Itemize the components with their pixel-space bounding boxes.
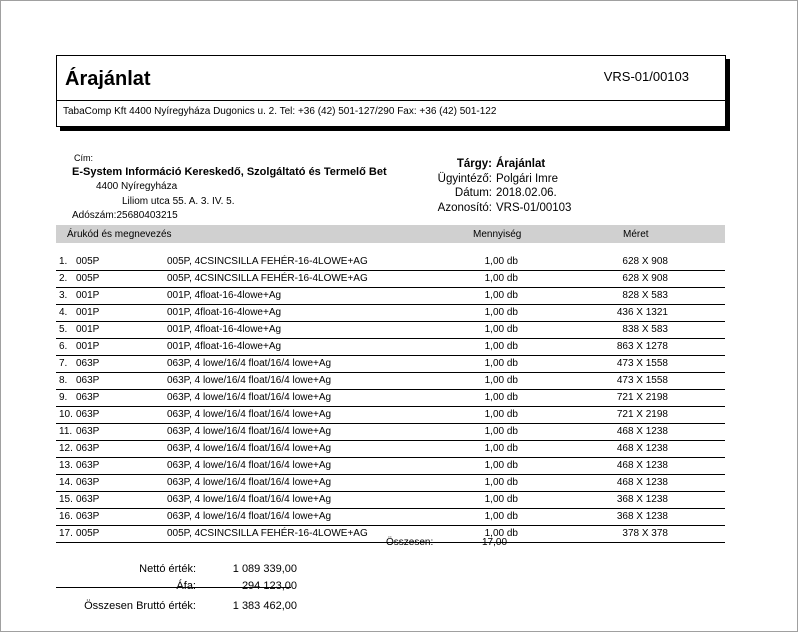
row-index: 2. bbox=[59, 273, 68, 284]
meta-row bbox=[410, 202, 670, 217]
header-item: Árukód és megnevezés bbox=[67, 229, 172, 240]
size: 628 X 908 bbox=[622, 256, 668, 267]
product-name: 001P, 4float-16-4lowe+Ag bbox=[167, 307, 282, 318]
address-label: Cím: bbox=[74, 153, 93, 163]
table-row bbox=[56, 390, 725, 407]
document-meta bbox=[410, 158, 670, 216]
size: 838 X 583 bbox=[622, 324, 668, 335]
size: 368 X 1238 bbox=[616, 511, 668, 522]
quantity: 1,00 db bbox=[484, 426, 518, 437]
quantity: 1,00 db bbox=[484, 460, 518, 471]
meta-label: Ügyintéző: bbox=[437, 172, 492, 185]
document-number: VRS-01/00103 bbox=[603, 69, 689, 84]
table-row bbox=[56, 271, 725, 288]
table-row bbox=[56, 288, 725, 305]
totals-divider bbox=[56, 587, 291, 588]
meta-value: VRS-01/00103 bbox=[496, 201, 572, 214]
table-row bbox=[56, 441, 725, 458]
table-row bbox=[56, 305, 725, 322]
size: 721 X 2198 bbox=[616, 409, 668, 420]
table-header bbox=[56, 225, 725, 243]
row-index: 9. bbox=[59, 392, 68, 403]
size: 368 X 1238 bbox=[616, 494, 668, 505]
product-code: 063P bbox=[76, 477, 100, 488]
product-code: 063P bbox=[76, 409, 100, 420]
table-row bbox=[56, 492, 725, 509]
title-divider bbox=[57, 100, 725, 101]
row-index: 5. bbox=[59, 324, 68, 335]
meta-row bbox=[410, 187, 670, 202]
quantity: 1,00 db bbox=[484, 290, 518, 301]
meta-row bbox=[410, 173, 670, 188]
product-code: 063P bbox=[76, 375, 100, 386]
quantity: 1,00 db bbox=[484, 256, 518, 267]
product-code: 001P bbox=[76, 324, 100, 335]
product-name: 063P, 4 lowe/16/4 float/16/4 lowe+Ag bbox=[167, 392, 332, 403]
table-row bbox=[56, 254, 725, 271]
product-name: 001P, 4float-16-4lowe+Ag bbox=[167, 341, 282, 352]
document-title: Árajánlat bbox=[65, 68, 151, 90]
gross-label: Összesen Bruttó érték: bbox=[84, 600, 196, 612]
product-name: 063P, 4 lowe/16/4 float/16/4 lowe+Ag bbox=[167, 358, 332, 369]
tax-number bbox=[72, 210, 178, 221]
size: 721 X 2198 bbox=[616, 392, 668, 403]
product-name: 063P, 4 lowe/16/4 float/16/4 lowe+Ag bbox=[167, 477, 332, 488]
row-index: 4. bbox=[59, 307, 68, 318]
product-name: 063P, 4 lowe/16/4 float/16/4 lowe+Ag bbox=[167, 443, 332, 454]
product-code: 063P bbox=[76, 392, 100, 403]
product-code: 005P bbox=[76, 256, 100, 267]
size: 468 X 1238 bbox=[616, 443, 668, 454]
net-label: Nettó érték: bbox=[139, 563, 196, 575]
row-index: 11. bbox=[59, 426, 73, 437]
table-row bbox=[56, 475, 725, 492]
customer-street: Liliom utca 55. A. 3. IV. 5. bbox=[122, 196, 235, 207]
customer-city: 4400 Nyíregyháza bbox=[96, 181, 178, 192]
product-name: 063P, 4 lowe/16/4 float/16/4 lowe+Ag bbox=[167, 409, 332, 420]
net-value: 1 089 339,00 bbox=[232, 563, 297, 575]
product-code: 063P bbox=[76, 426, 100, 437]
row-index: 7. bbox=[59, 358, 68, 369]
customer-name: E-System Információ Kereskedő, Szolgáltató és Termelő Bet bbox=[72, 166, 387, 178]
product-code: 063P bbox=[76, 511, 100, 522]
row-index: 8. bbox=[59, 375, 68, 386]
table-row bbox=[56, 509, 725, 526]
quantity: 1,00 db bbox=[484, 511, 518, 522]
meta-value: 2018.02.06. bbox=[496, 187, 557, 199]
size: 468 X 1238 bbox=[616, 460, 668, 471]
meta-label: Tárgy: bbox=[456, 158, 492, 170]
product-code: 005P bbox=[76, 528, 100, 539]
size: 828 X 583 bbox=[622, 290, 668, 301]
row-index: 13. bbox=[59, 460, 73, 471]
product-code: 001P bbox=[76, 341, 100, 352]
product-code: 063P bbox=[76, 358, 100, 369]
product-name: 005P, 4CSINCSILLA FEHÉR-16-4LOWE+AG bbox=[167, 528, 368, 539]
quantity: 1,00 db bbox=[484, 358, 518, 369]
product-code: 005P bbox=[76, 273, 100, 284]
size: 378 X 378 bbox=[622, 528, 668, 539]
vat-label: Áfa: bbox=[176, 580, 196, 592]
quantity: 1,00 db bbox=[484, 307, 518, 318]
product-code: 063P bbox=[76, 494, 100, 505]
meta-value: Polgári Imre bbox=[496, 172, 558, 185]
quantity: 1,00 db bbox=[484, 528, 518, 539]
company-info: TabaComp Kft 4400 Nyíregyháza Dugonics u. 2. Tel: +36 (42) 501-127/290 Fax: +36 (42) 501-122 bbox=[63, 106, 497, 117]
quantity: 1,00 db bbox=[484, 273, 518, 284]
product-name: 063P, 4 lowe/16/4 float/16/4 lowe+Ag bbox=[167, 494, 332, 505]
product-name: 063P, 4 lowe/16/4 float/16/4 lowe+Ag bbox=[167, 460, 332, 471]
header-quantity: Mennyiség bbox=[473, 229, 522, 240]
table-row bbox=[56, 458, 725, 475]
quantity: 1,00 db bbox=[484, 443, 518, 454]
table-row bbox=[56, 356, 725, 373]
product-name: 005P, 4CSINCSILLA FEHÉR-16-4LOWE+AG bbox=[167, 256, 368, 267]
meta-row bbox=[410, 158, 670, 173]
table-row bbox=[56, 407, 725, 424]
quantity: 1,00 db bbox=[484, 494, 518, 505]
size: 473 X 1558 bbox=[616, 375, 668, 386]
row-index: 1. bbox=[59, 256, 68, 267]
quantity: 1,00 db bbox=[484, 477, 518, 488]
row-index: 15. bbox=[59, 494, 73, 505]
product-code: 001P bbox=[76, 290, 100, 301]
quantity: 1,00 db bbox=[484, 392, 518, 403]
size: 863 X 1278 bbox=[616, 341, 668, 352]
row-index: 12. bbox=[59, 443, 73, 454]
tax-value: 25680403215 bbox=[116, 210, 178, 221]
tax-label: Adószám: bbox=[72, 210, 117, 221]
vat-value: 294 123,00 bbox=[241, 580, 297, 592]
row-index: 6. bbox=[59, 341, 68, 352]
meta-label: Azonosító: bbox=[437, 201, 492, 214]
table-row bbox=[56, 339, 725, 356]
product-name: 063P, 4 lowe/16/4 float/16/4 lowe+Ag bbox=[167, 375, 332, 386]
row-index: 17. bbox=[59, 528, 73, 539]
product-code: 063P bbox=[76, 460, 100, 471]
sum-value: 17,00 bbox=[482, 537, 508, 548]
title-box bbox=[56, 55, 726, 127]
size: 468 X 1238 bbox=[616, 426, 668, 437]
quantity: 1,00 db bbox=[484, 324, 518, 335]
product-name: 063P, 4 lowe/16/4 float/16/4 lowe+Ag bbox=[167, 426, 332, 437]
table-row bbox=[56, 322, 725, 339]
row-index: 3. bbox=[59, 290, 68, 301]
size: 628 X 908 bbox=[622, 273, 668, 284]
product-code: 001P bbox=[76, 307, 100, 318]
meta-value: Árajánlat bbox=[496, 158, 546, 170]
size: 473 X 1558 bbox=[616, 358, 668, 369]
quantity: 1,00 db bbox=[484, 341, 518, 352]
row-index: 10. bbox=[59, 409, 73, 420]
size: 436 X 1321 bbox=[616, 307, 668, 318]
gross-value: 1 383 462,00 bbox=[232, 600, 297, 612]
product-code: 063P bbox=[76, 443, 100, 454]
product-name: 001P, 4float-16-4lowe+Ag bbox=[167, 290, 282, 301]
product-name: 063P, 4 lowe/16/4 float/16/4 lowe+Ag bbox=[167, 511, 332, 522]
meta-label: Dátum: bbox=[454, 187, 492, 199]
row-index: 16. bbox=[59, 511, 73, 522]
header-size: Méret bbox=[623, 229, 649, 240]
product-name: 005P, 4CSINCSILLA FEHÉR-16-4LOWE+AG bbox=[167, 273, 368, 284]
sum-label: Összesen: bbox=[386, 537, 434, 548]
row-index: 14. bbox=[59, 477, 73, 488]
table-row bbox=[56, 373, 725, 390]
table-row bbox=[56, 424, 725, 441]
quantity: 1,00 db bbox=[484, 375, 518, 386]
product-name: 001P, 4float-16-4lowe+Ag bbox=[167, 324, 282, 335]
quantity: 1,00 db bbox=[484, 409, 518, 420]
size: 468 X 1238 bbox=[616, 477, 668, 488]
